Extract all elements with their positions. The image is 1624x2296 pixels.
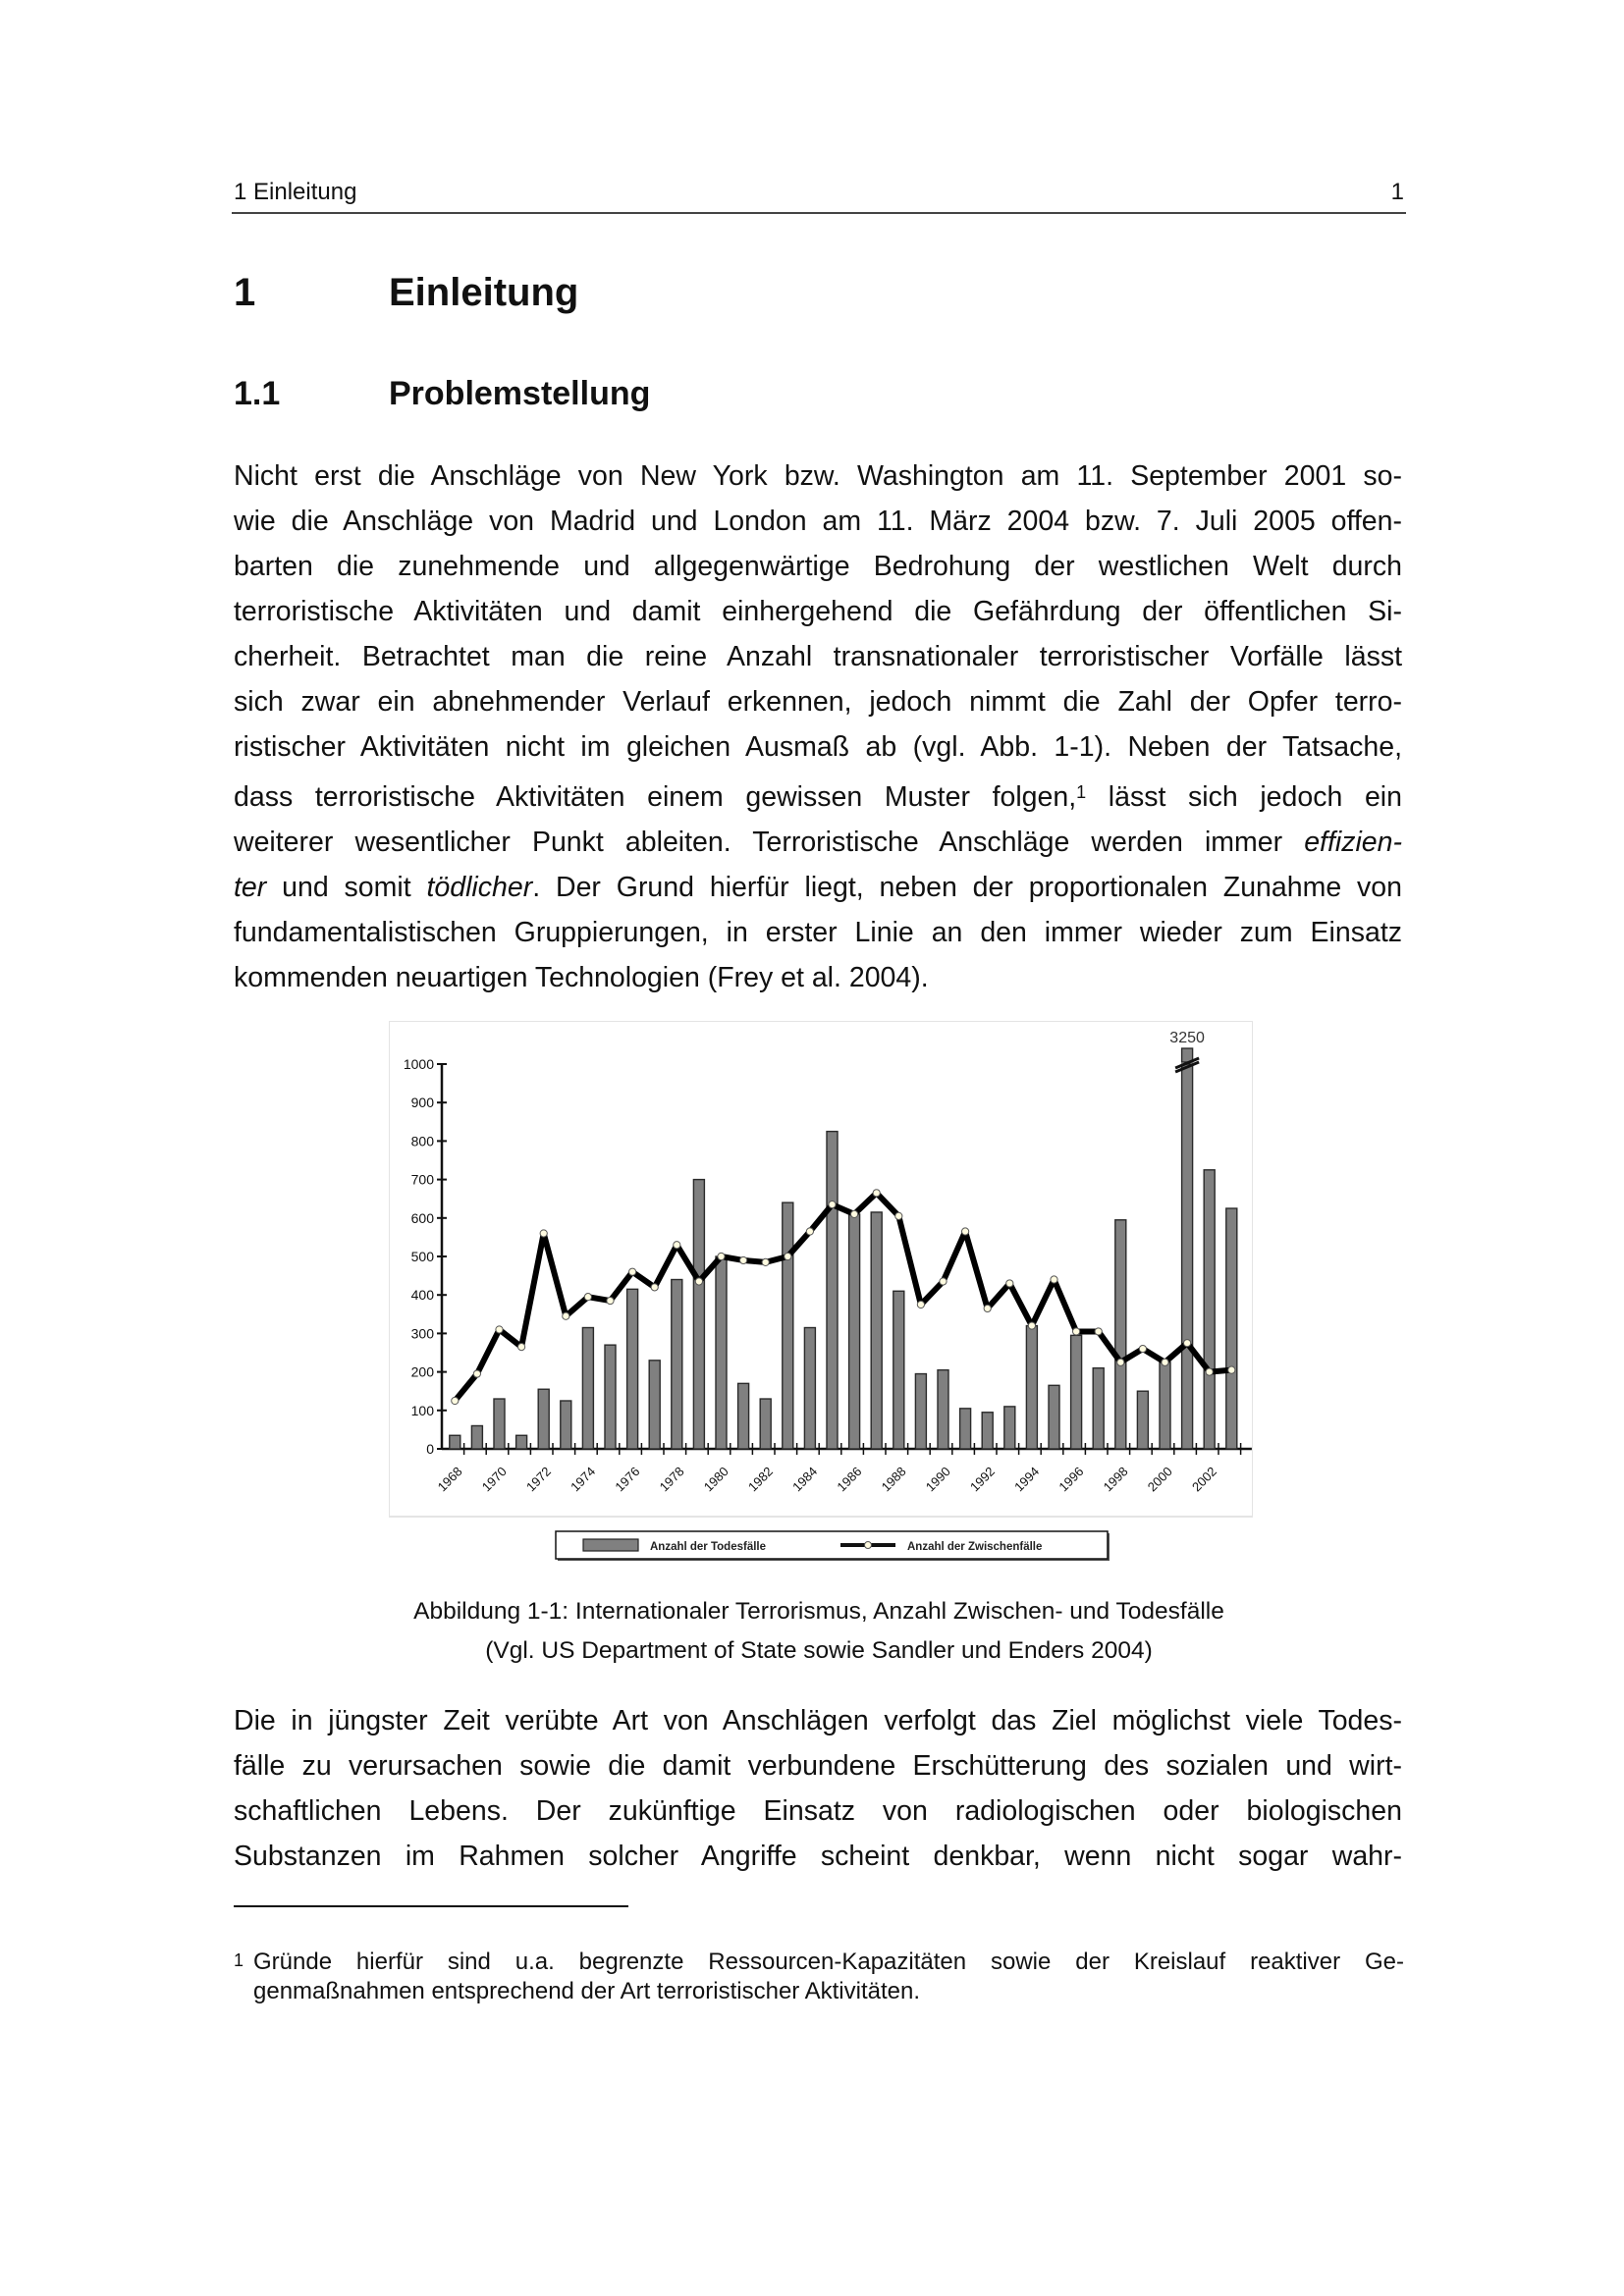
line-marker xyxy=(651,1284,658,1291)
bar xyxy=(672,1280,682,1449)
bar xyxy=(1115,1220,1126,1449)
section-number: 1.1 xyxy=(234,375,281,412)
line-marker xyxy=(584,1294,591,1301)
bar xyxy=(450,1435,460,1449)
bar xyxy=(494,1399,505,1449)
x-tick-label: 1996 xyxy=(1056,1464,1087,1495)
bar xyxy=(561,1401,571,1449)
x-tick-label: 1998 xyxy=(1100,1464,1131,1495)
x-tick-label: 1994 xyxy=(1011,1464,1043,1495)
legend-bar-swatch xyxy=(583,1539,638,1551)
y-tick-label: 700 xyxy=(410,1171,434,1188)
text-line: Substanzen im Rahmen solcher Angriffe scheint denkbar, wenn nicht sogar wahr- xyxy=(234,1841,1402,1872)
chapter-number: 1 xyxy=(234,271,256,314)
bar xyxy=(960,1409,971,1449)
line-marker xyxy=(917,1301,924,1308)
line-marker xyxy=(873,1190,880,1197)
bar xyxy=(783,1202,793,1449)
line-marker xyxy=(762,1258,769,1265)
legend-label-incidents: Anzahl der Zwischenfälle xyxy=(907,1541,1043,1553)
line-marker xyxy=(1139,1345,1146,1352)
caption-source: (Vgl. US Department of State sowie Sandler und Enders 2004) xyxy=(485,1637,1153,1664)
line-marker xyxy=(829,1201,836,1207)
bar-value-annotation: 3250 xyxy=(1169,1030,1205,1046)
line-marker xyxy=(1006,1280,1013,1287)
x-tick-label: 1978 xyxy=(656,1464,687,1495)
line-marker xyxy=(518,1344,525,1351)
running-header-title: 1 Einleitung xyxy=(234,179,357,205)
footnote-reference[interactable]: 1 xyxy=(1076,782,1087,802)
x-tick-label: 1972 xyxy=(522,1464,555,1495)
y-tick-label: 600 xyxy=(410,1209,434,1226)
bar xyxy=(1004,1407,1015,1449)
text-line xyxy=(234,820,1402,865)
bar xyxy=(627,1289,638,1449)
y-tick-label: 200 xyxy=(410,1363,434,1380)
bar xyxy=(1026,1326,1037,1449)
text-line: fundamentalistischen Gruppierungen, in erster Linie an den immer wieder zum Einsatz xyxy=(234,917,1402,948)
bar xyxy=(827,1132,838,1449)
text-line: wie die Anschläge von Madrid und London am 11. März 2004 bzw. 7. Juli 2005 offen- xyxy=(234,506,1402,537)
bar xyxy=(516,1435,527,1449)
line-marker xyxy=(629,1268,636,1275)
line-marker xyxy=(1206,1368,1213,1375)
chapter-title: Einleitung xyxy=(389,271,579,314)
x-tick-label: 1974 xyxy=(568,1464,599,1495)
y-tick-label: 400 xyxy=(410,1287,434,1304)
line-marker xyxy=(962,1228,969,1235)
line-marker xyxy=(1117,1359,1124,1365)
section-title: Problemstellung xyxy=(389,375,651,412)
text-line xyxy=(234,865,1402,910)
text-line: fälle zu verursachen sowie die damit verbundene Erschütterung des sozialen und wirt- xyxy=(234,1750,1402,1782)
text-line: schaftlichen Lebens. Der zukünftige Einsatz von radiologischen oder biologischen xyxy=(234,1795,1402,1827)
bar xyxy=(605,1345,616,1449)
line-marker xyxy=(695,1278,702,1285)
y-tick-label: 900 xyxy=(410,1095,434,1111)
bar xyxy=(716,1256,727,1449)
x-tick-label: 1968 xyxy=(434,1464,465,1495)
bar xyxy=(582,1328,593,1449)
text-segment: . Der Grund hierfür liegt, neben der proportionalen Zunahme von xyxy=(532,872,1402,903)
y-tick-label: 300 xyxy=(410,1325,434,1342)
bar xyxy=(871,1212,882,1449)
line-marker xyxy=(1162,1359,1168,1365)
text-segment: dass terroristische Aktivitäten einem gewissen Muster folgen, xyxy=(234,781,1077,813)
line-marker xyxy=(785,1253,791,1259)
line-marker xyxy=(1184,1340,1191,1347)
text-line: sich zwar ein abnehmender Verlauf erkennen, jedoch nimmt die Zahl der Opfer terro- xyxy=(234,686,1402,718)
text-segment: und somit xyxy=(266,872,427,903)
bar xyxy=(738,1383,749,1449)
text-line xyxy=(234,770,1402,820)
bar xyxy=(1071,1335,1082,1449)
emphasis-text: ter xyxy=(234,872,267,903)
x-tick-label: 1984 xyxy=(789,1464,821,1495)
bar xyxy=(1093,1368,1104,1449)
text-line: Nicht erst die Anschläge von New York bzw. Washington am 11. September 2001 so- xyxy=(234,460,1402,492)
running-header xyxy=(232,177,1406,214)
bar xyxy=(982,1413,993,1449)
x-tick-label: 2000 xyxy=(1144,1464,1175,1495)
footnote-line: Gründe hierfür sind u.a. begrenzte Ressourcen-Kapazitäten sowie der Kreislauf reaktiver Ge- xyxy=(253,1949,1404,1975)
line-marker xyxy=(895,1212,902,1219)
text-line: Die in jüngster Zeit verübte Art von Anschlägen verfolgt das Ziel möglichst viele Todes- xyxy=(234,1705,1402,1736)
x-tick-label: 1976 xyxy=(612,1464,643,1495)
chart-svg xyxy=(389,1021,1253,1571)
x-tick-label: 1990 xyxy=(922,1464,953,1495)
line-marker xyxy=(1051,1276,1057,1283)
bar xyxy=(1049,1385,1059,1449)
line-marker xyxy=(452,1397,459,1404)
y-tick-label: 0 xyxy=(426,1441,434,1457)
line-marker xyxy=(607,1297,614,1304)
bar xyxy=(760,1399,771,1449)
bar xyxy=(849,1214,860,1449)
line-marker xyxy=(940,1278,947,1285)
page-number: 1 xyxy=(1390,179,1404,205)
caption-title: Abbildung 1-1: Internationaler Terrorismus, Anzahl Zwischen- und Todesfälle xyxy=(413,1598,1224,1625)
line-marker xyxy=(563,1312,569,1319)
text-line: ristischer Aktivitäten nicht im gleichen Ausmaß ab (vgl. Abb. 1-1). Neben der Tatsache, xyxy=(234,731,1402,763)
line-marker xyxy=(674,1242,680,1249)
paragraph-second xyxy=(234,1698,1402,1879)
x-tick-label: 1970 xyxy=(478,1464,510,1495)
bar xyxy=(649,1361,660,1449)
bar xyxy=(893,1291,904,1449)
bar xyxy=(915,1374,926,1449)
footnote-separator xyxy=(234,1905,628,1907)
figure-caption xyxy=(232,1592,1406,1671)
line-marker xyxy=(1073,1328,1080,1335)
footnote-mark: 1 xyxy=(234,1950,244,1970)
emphasis-text: effizien- xyxy=(1304,827,1402,858)
emphasis-text: tödlicher xyxy=(426,872,533,903)
bar xyxy=(1204,1170,1215,1449)
footnote-text xyxy=(253,1948,1404,2006)
y-tick-label: 800 xyxy=(410,1133,434,1149)
figure-chart xyxy=(389,1021,1253,1571)
line-marker xyxy=(1028,1322,1035,1329)
text-segment: weiterer wesentlicher Punkt ableiten. Terroristische Anschläge werden immer xyxy=(234,827,1305,858)
x-tick-label: 1986 xyxy=(834,1464,865,1495)
line-marker xyxy=(540,1230,547,1237)
line-marker xyxy=(1228,1366,1235,1373)
x-tick-label: 1982 xyxy=(744,1464,777,1495)
bar xyxy=(1182,1064,1193,1449)
legend-label-deaths: Anzahl der Todesfälle xyxy=(650,1541,767,1553)
line-marker xyxy=(740,1256,747,1263)
bar xyxy=(938,1370,948,1449)
line-marker xyxy=(806,1228,813,1235)
bar xyxy=(538,1389,549,1449)
y-tick-label: 500 xyxy=(410,1249,434,1264)
text-line: terroristische Aktivitäten und damit einhergehend die Gefährdung der öffentlichen Si- xyxy=(234,596,1402,627)
bar xyxy=(804,1328,815,1449)
x-tick-label: 1992 xyxy=(966,1464,999,1495)
line-marker xyxy=(473,1370,480,1377)
text-line: cherheit. Betrachtet man die reine Anzahl transnationaler terroristischer Vorfälle lässt xyxy=(234,641,1402,672)
bar xyxy=(1160,1362,1170,1449)
line-marker xyxy=(1095,1328,1102,1335)
x-tick-label: 1988 xyxy=(878,1464,909,1495)
paragraph-intro xyxy=(234,454,1402,1000)
bar xyxy=(693,1180,704,1449)
y-tick-label: 100 xyxy=(410,1402,434,1418)
bar xyxy=(1226,1208,1237,1449)
line-marker xyxy=(718,1253,725,1259)
bar xyxy=(471,1425,482,1449)
text-line: kommenden neuartigen Technologien (Frey et al. 2004). xyxy=(234,962,929,993)
text-segment: lässt sich jedoch ein xyxy=(1086,781,1402,813)
x-tick-label: 2002 xyxy=(1188,1464,1220,1495)
line-marker xyxy=(496,1326,503,1333)
x-tick-label: 1980 xyxy=(700,1464,731,1495)
bar xyxy=(1137,1391,1148,1449)
y-tick-label: 1000 xyxy=(403,1056,434,1072)
line-marker xyxy=(851,1210,858,1217)
line-marker xyxy=(984,1305,991,1311)
text-line: barten die zunehmende und allgegenwärtige Bedrohung der westlichen Welt durch xyxy=(234,551,1402,582)
footnote-line: genmaßnahmen entsprechend der Art terroristischer Aktivitäten. xyxy=(253,1978,921,2004)
